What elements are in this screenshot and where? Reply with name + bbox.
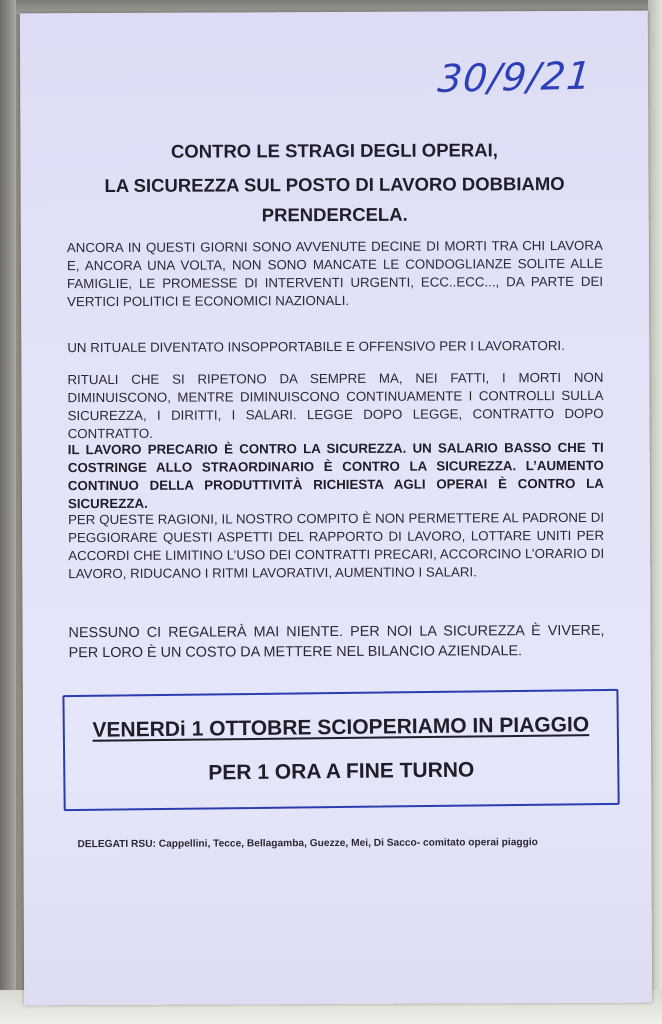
paragraph-rituals-repeat: RITUALI CHE SI RIPETONO DA SEMPRE MA, NEI FATTI, I MORTI NON DIMINUISCONO, MENTRE DIMINUISCONO CONTINUAMENTE I CONTROLLI SULLA SICUREZZA, I DIRITTI, I SALARI. LEGGE DOPO LEGGE, CONTRATTO DOPO CONTRATTO.	[67, 369, 604, 442]
title-line-3: PRENDERCELA.	[261, 203, 408, 226]
strike-date-text: VENERDi 1 OTTOBRE SCIOPERIAMO IN PIAGGIO	[92, 713, 590, 742]
notice-sheet	[20, 11, 652, 1006]
paragraph-our-task: PER QUESTE RAGIONI, IL NOSTRO COMPITO È NON PERMETTERE AL PADRONE DI PEGGIORARE QUESTI ASPETTI DEL RAPPORTO DI LAVORO, LOTTARE UNITI PER ACCORDI CHE LIMITINO L’USO DEI CONTRATTI PRECARI, ACCORCINO L’ORARIO DI LAVORO, RIDUCANO I RITMI LAVORATIVI, AUMENTINO I SALARI.	[68, 509, 605, 582]
handwritten-date: 30/9/21	[436, 53, 594, 101]
title-line-1: CONTRO LE STRAGI DEGLI OPERAI,	[170, 139, 498, 162]
strike-announcement-box	[62, 689, 619, 811]
paragraph-nothing-given: NESSUNO CI REGALERÀ MAI NIENTE. PER NOI LA SICUREZZA È VIVERE, PER LORO È UN COSTO DA METTERE NEL BILANCIO AZIENDALE.	[68, 622, 605, 662]
paragraph-ritual: UN RITUALE DIVENTATO INSOPPORTABILE E OFFENSIVO PER I LAVORATORI.	[67, 338, 565, 356]
strike-duration-line: PER 1 ORA A FINE TURNO	[208, 758, 475, 785]
strike-date-line	[65, 713, 617, 743]
paragraph-deaths: ANCORA IN QUESTI GIORNI SONO AVVENUTE DECINE DI MORTI TRA CHI LAVORA E, ANCORA UNA VOLTA, NON SONO MANCATE LE CONDOGLIANZE SOLITE ALLE FAMIGLIE, LE PROMESSE DI INTERVENTI URGENTI, ECC..ECC..., DA PARTE DEI VERTICI POLITICI E ECONOMICI NAZIONALI.	[66, 237, 604, 310]
paragraph-precarious-work: IL LAVORO PRECARIO È CONTRO LA SICUREZZA. UN SALARIO BASSO CHE TI COSTRINGE ALLO STRAORDINARIO È CONTRO LA SICUREZZA. L’AUMENTO CONTINUO DELLA PRODUTTIVITÀ RICHIESTA AGLI OPERAI È CONTRO LA SICUREZZA.	[67, 439, 604, 512]
background-wall-left	[0, 0, 16, 1024]
title-line-2: LA SICUREZZA SUL POSTO DI LAVORO DOBBIAMO	[104, 172, 565, 197]
signature-delegates: DELEGATI RSU: Cappellini, Tecce, Bellagamba, Guezze, Mei, Di Sacco- comitato operai piaggio	[77, 837, 538, 851]
